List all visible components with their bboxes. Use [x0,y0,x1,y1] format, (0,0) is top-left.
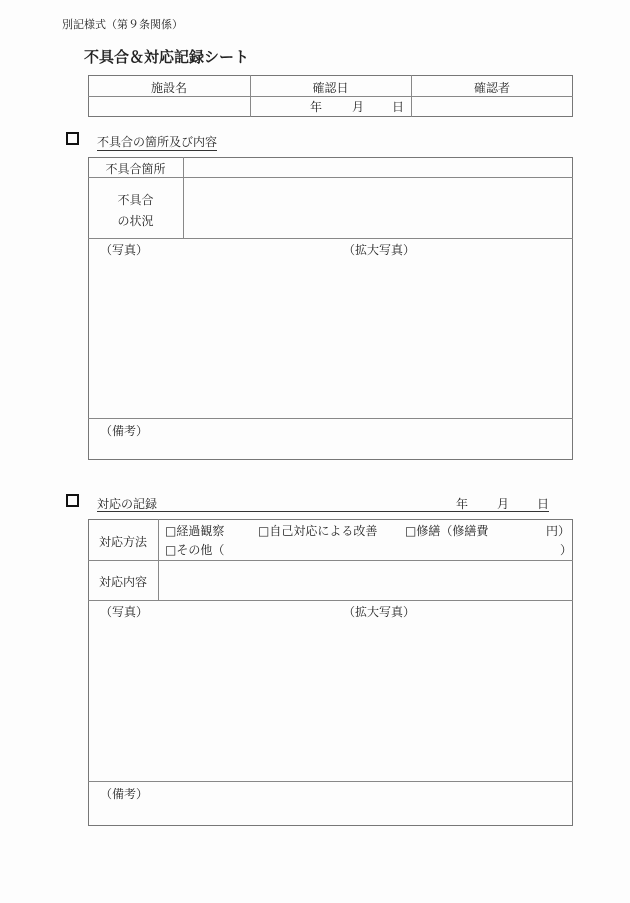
check-date-field[interactable] [252,97,409,115]
check-date-header: 確認日 [312,81,349,95]
content-label: 対応内容 [98,575,147,589]
day-label: 日 [392,100,405,114]
zoom-photo-label: （拡大写真） [343,243,416,257]
response-content-field[interactable] [160,562,571,599]
response-photo-label: （写真） [100,605,149,619]
method-label: 対応方法 [98,535,147,549]
facility-name-header: 施設名 [150,81,187,95]
defect-photo-area[interactable] [90,258,571,416]
defect-location-label: 不具合箇所 [105,162,166,176]
response-month-label: 月 [497,497,510,511]
response-day-label: 日 [537,497,550,511]
checker-field[interactable] [413,97,571,115]
response-photo-area[interactable] [90,620,571,779]
response-remarks-label: （備考） [100,787,149,801]
facility-name-field[interactable] [90,97,248,115]
response-section-checkbox[interactable] [66,494,79,507]
response-zoom-photo-label: （拡大写真） [343,605,416,619]
option-self-improvement[interactable]: □自己対応による改善 [258,524,378,538]
remarks-label: （備考） [100,424,149,438]
response-year-label: 年 [456,497,469,511]
option-other[interactable]: □その他（ [165,543,225,557]
defect-remarks-field[interactable] [90,438,571,458]
option-repair[interactable]: □修繕（修繕費 [405,524,489,538]
form-reference: 別記様式（第９条関係） [62,18,183,31]
defect-location-field[interactable] [185,159,571,176]
repair-cost-close: 円） [546,524,571,538]
page-title: 不具合＆対応記録シート [84,48,250,66]
defect-status-label: 不具合 の状況 [117,193,154,228]
checker-header: 確認者 [473,81,510,95]
defect-section-heading: 不具合の箇所及び内容 [97,135,218,149]
defect-status-field[interactable] [185,179,571,237]
other-close: ） [560,543,573,557]
year-label: 年 [310,100,323,114]
month-label: 月 [352,100,365,114]
defect-section-checkbox[interactable] [66,132,79,145]
response-remarks-field[interactable] [90,802,571,824]
photo-label: （写真） [100,243,149,257]
option-observation[interactable]: □経過観察 [165,524,225,538]
response-section-heading: 対応の記録 [97,497,158,511]
response-heading-line [97,495,549,512]
